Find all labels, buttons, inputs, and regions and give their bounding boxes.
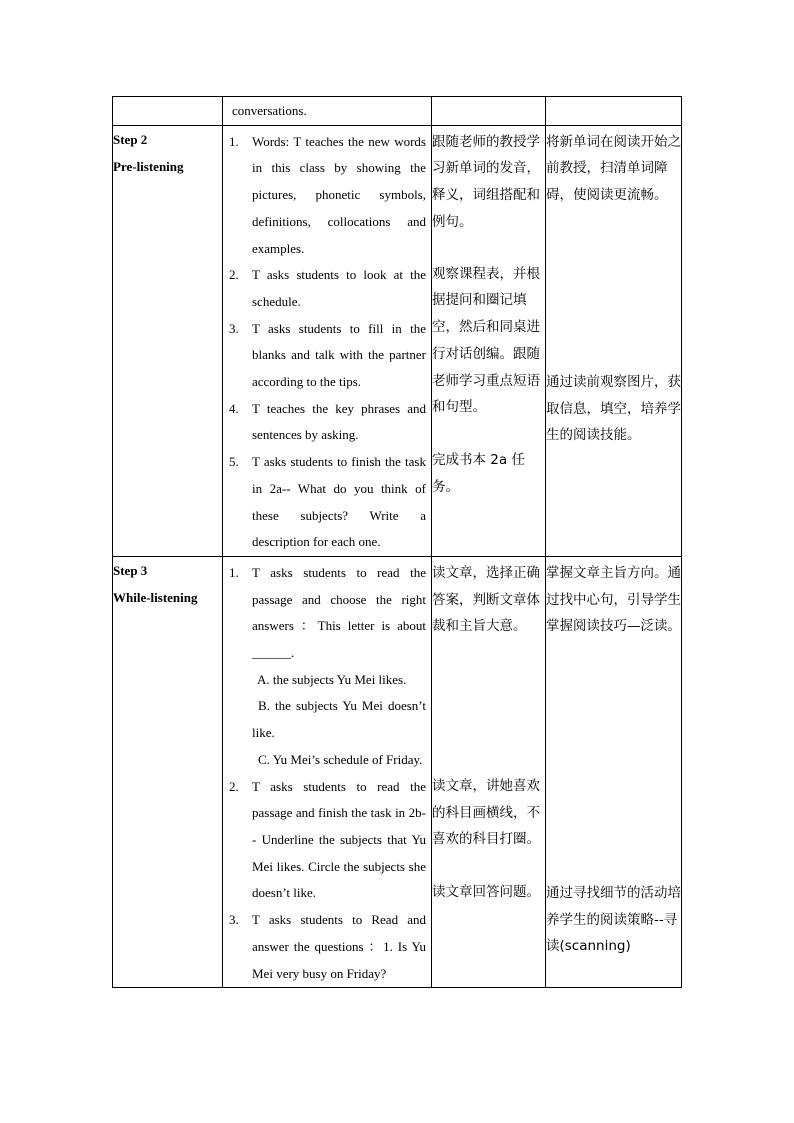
- step3-purpose: [546, 556, 682, 987]
- step3-student-3: 读文章回答问题。: [432, 884, 540, 901]
- table-row-step3: [113, 556, 682, 987]
- step3-item-3: 3. T asks students to Read and answer the questions ：1. Is Yu Mei very busy on Friday?: [229, 912, 426, 981]
- step2-item-3: 3. T asks students to fill in the blanks and talk with the partner according to the tips.: [229, 320, 426, 390]
- step2-student-2: 观察课程表，并根据提问和圈记填空，然后和同桌进行对话创编。跟随老师学习重点短语和句型。: [432, 265, 540, 416]
- table-row-continued: [113, 97, 682, 126]
- step3-option-c: C. Yu Mei’s schedule of Friday.: [258, 751, 423, 767]
- step3-item-2: 2. T asks students to read the passage and finish the task in 2b-- Underline the subjects that Yu Mei likes. Circle the subjects she doesn’t like.: [229, 778, 426, 901]
- step3-option-a: A. the subjects Yu Mei likes.: [257, 671, 407, 687]
- step2-student-3: 完成书本 2a 任务。: [432, 451, 525, 495]
- step3-purpose-1: 掌握文章主旨方向。通过找中心句，引导学生掌握阅读技巧—泛读。: [546, 564, 681, 635]
- step3-teacher-activity: [223, 556, 432, 987]
- step3-title: Step 3: [113, 562, 148, 578]
- step3-purpose-2: 通过寻找细节的活动培养学生的阅读策略--寻读(scanning): [546, 885, 681, 955]
- step2-purpose-1: 将新单词在阅读开始之前教授，扫清单词障碍，使阅读更流畅。: [546, 133, 681, 204]
- step2-purpose-2: 通过读前观察图片，获取信息，填空，培养学生的阅读技能。: [546, 373, 681, 444]
- step2-teacher-activity: [223, 125, 432, 556]
- step2-subtitle: Pre-listening: [113, 158, 184, 174]
- step3-subtitle: While-listening: [113, 589, 198, 605]
- teacher-activity-cell: [223, 97, 432, 126]
- step2-item-4: 4. T teaches the key phrases and sentences by asking.: [229, 400, 426, 443]
- step2-label-cell: [113, 125, 223, 556]
- step2-title: Step 2: [113, 131, 148, 147]
- lesson-plan-table: [112, 96, 682, 988]
- step3-student-2: 读文章，讲她喜欢的科目画横线，不喜欢的科目打圈。: [432, 778, 540, 848]
- step2-item-5: 5. T asks students to finish the task in 2a-- What do you think of these subjects? Write a description for each one.: [229, 454, 426, 550]
- step2-student-activity: [432, 125, 546, 556]
- step2-purpose: [546, 125, 682, 556]
- step2-student-1: 跟随老师的教授学习新单词的发音，释义，词组搭配和例句。: [432, 133, 540, 230]
- step2-item-1: 1. Words: T teaches the new words in this class by showing the pictures, phonetic symbols, definitions, collocations and examples.: [229, 133, 426, 256]
- step2-item-2: 2. T asks students to look at the schedule.: [229, 267, 426, 309]
- continued-text: conversations.: [232, 103, 307, 118]
- step3-item-1: 1. T asks students to read the passage and choose the right answers ：This letter is about ______.: [229, 564, 426, 661]
- step3-student-activity: [432, 556, 546, 987]
- step3-option-b: B. the subjects Yu Mei doesn’t like.: [252, 698, 426, 741]
- student-activity-cell-empty: [432, 97, 546, 126]
- purpose-cell-empty: [546, 97, 682, 126]
- step-cell-empty: [113, 97, 223, 126]
- table-row-step2: [113, 125, 682, 556]
- step3-student-1: 读文章，选择正确答案，判断文章体裁和主旨大意。: [432, 564, 540, 635]
- step3-label-cell: [113, 556, 223, 987]
